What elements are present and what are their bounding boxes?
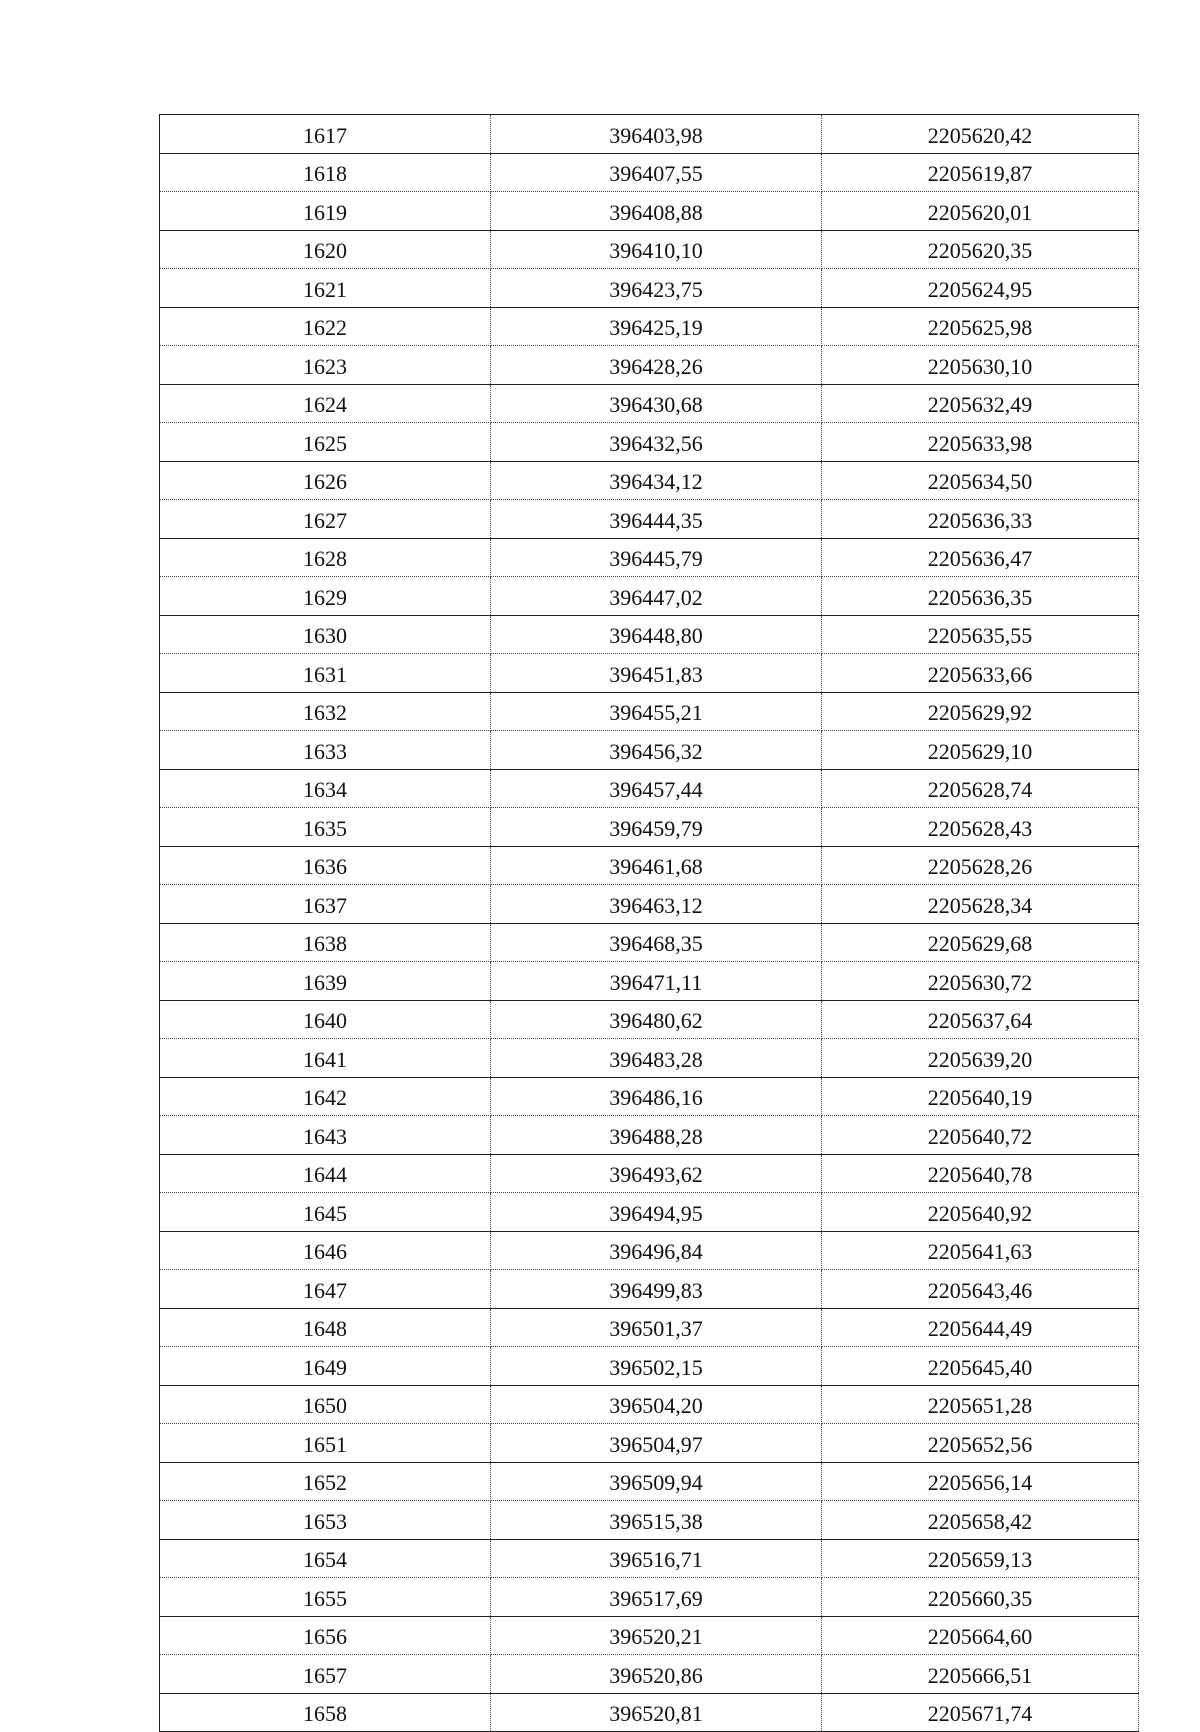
- y-coordinate-cell: 2205619,87: [822, 153, 1139, 192]
- x-coordinate-cell: 396425,19: [491, 307, 822, 346]
- y-coordinate-cell: 2205671,74: [822, 1693, 1139, 1732]
- table-row: [160, 115, 1139, 154]
- point-number-cell: 1649: [160, 1347, 491, 1386]
- y-coordinate-cell: 2205620,01: [822, 192, 1139, 231]
- x-coordinate-cell: 396502,15: [491, 1347, 822, 1386]
- table-row: [160, 1154, 1139, 1193]
- x-coordinate-cell: 396516,71: [491, 1539, 822, 1578]
- point-number-cell: 1618: [160, 153, 491, 192]
- point-number-cell: 1642: [160, 1077, 491, 1116]
- point-number-cell: 1625: [160, 423, 491, 462]
- x-coordinate-cell: 396432,56: [491, 423, 822, 462]
- x-coordinate-cell: 396493,62: [491, 1154, 822, 1193]
- point-number-cell: 1658: [160, 1693, 491, 1732]
- point-number-cell: 1650: [160, 1385, 491, 1424]
- point-number-cell: 1631: [160, 654, 491, 693]
- table-row: [160, 1039, 1139, 1078]
- point-number-cell: 1643: [160, 1116, 491, 1155]
- x-coordinate-cell: 396501,37: [491, 1308, 822, 1347]
- x-coordinate-cell: 396444,35: [491, 500, 822, 539]
- point-number-cell: 1624: [160, 384, 491, 423]
- x-coordinate-cell: 396468,35: [491, 923, 822, 962]
- point-number-cell: 1617: [160, 115, 491, 154]
- coordinates-table-body: [160, 115, 1139, 1732]
- point-number-cell: 1623: [160, 346, 491, 385]
- table-row: [160, 923, 1139, 962]
- y-coordinate-cell: 2205640,72: [822, 1116, 1139, 1155]
- x-coordinate-cell: 396488,28: [491, 1116, 822, 1155]
- point-number-cell: 1639: [160, 962, 491, 1001]
- point-number-cell: 1647: [160, 1270, 491, 1309]
- x-coordinate-cell: 396520,81: [491, 1693, 822, 1732]
- x-coordinate-cell: 396407,55: [491, 153, 822, 192]
- y-coordinate-cell: 2205652,56: [822, 1424, 1139, 1463]
- x-coordinate-cell: 396494,95: [491, 1193, 822, 1232]
- point-number-cell: 1651: [160, 1424, 491, 1463]
- point-number-cell: 1627: [160, 500, 491, 539]
- table-row: [160, 1462, 1139, 1501]
- x-coordinate-cell: 396445,79: [491, 538, 822, 577]
- point-number-cell: 1641: [160, 1039, 491, 1078]
- point-number-cell: 1645: [160, 1193, 491, 1232]
- point-number-cell: 1652: [160, 1462, 491, 1501]
- point-number-cell: 1657: [160, 1655, 491, 1694]
- point-number-cell: 1619: [160, 192, 491, 231]
- point-number-cell: 1653: [160, 1501, 491, 1540]
- x-coordinate-cell: 396504,97: [491, 1424, 822, 1463]
- y-coordinate-cell: 2205629,10: [822, 731, 1139, 770]
- x-coordinate-cell: 396447,02: [491, 577, 822, 616]
- y-coordinate-cell: 2205637,64: [822, 1000, 1139, 1039]
- y-coordinate-cell: 2205620,42: [822, 115, 1139, 154]
- table-row: [160, 423, 1139, 462]
- table-row: [160, 731, 1139, 770]
- x-coordinate-cell: 396515,38: [491, 1501, 822, 1540]
- table-row: [160, 1539, 1139, 1578]
- y-coordinate-cell: 2205639,20: [822, 1039, 1139, 1078]
- table-row: [160, 654, 1139, 693]
- y-coordinate-cell: 2205645,40: [822, 1347, 1139, 1386]
- y-coordinate-cell: 2205633,98: [822, 423, 1139, 462]
- y-coordinate-cell: 2205651,28: [822, 1385, 1139, 1424]
- point-number-cell: 1640: [160, 1000, 491, 1039]
- table-row: [160, 1655, 1139, 1694]
- point-number-cell: 1633: [160, 731, 491, 770]
- y-coordinate-cell: 2205629,68: [822, 923, 1139, 962]
- y-coordinate-cell: 2205641,63: [822, 1231, 1139, 1270]
- y-coordinate-cell: 2205629,92: [822, 692, 1139, 731]
- table-row: [160, 615, 1139, 654]
- point-number-cell: 1636: [160, 846, 491, 885]
- point-number-cell: 1620: [160, 230, 491, 269]
- x-coordinate-cell: 396509,94: [491, 1462, 822, 1501]
- x-coordinate-cell: 396499,83: [491, 1270, 822, 1309]
- table-row: [160, 269, 1139, 308]
- table-row: [160, 1347, 1139, 1386]
- y-coordinate-cell: 2205644,49: [822, 1308, 1139, 1347]
- y-coordinate-cell: 2205640,92: [822, 1193, 1139, 1232]
- y-coordinate-cell: 2205635,55: [822, 615, 1139, 654]
- point-number-cell: 1634: [160, 769, 491, 808]
- table-row: [160, 538, 1139, 577]
- table-row: [160, 1193, 1139, 1232]
- x-coordinate-cell: 396410,10: [491, 230, 822, 269]
- x-coordinate-cell: 396451,83: [491, 654, 822, 693]
- point-number-cell: 1628: [160, 538, 491, 577]
- point-number-cell: 1629: [160, 577, 491, 616]
- x-coordinate-cell: 396434,12: [491, 461, 822, 500]
- x-coordinate-cell: 396403,98: [491, 115, 822, 154]
- table-row: [160, 1077, 1139, 1116]
- x-coordinate-cell: 396408,88: [491, 192, 822, 231]
- y-coordinate-cell: 2205628,74: [822, 769, 1139, 808]
- y-coordinate-cell: 2205632,49: [822, 384, 1139, 423]
- point-number-cell: 1630: [160, 615, 491, 654]
- y-coordinate-cell: 2205664,60: [822, 1616, 1139, 1655]
- y-coordinate-cell: 2205656,14: [822, 1462, 1139, 1501]
- y-coordinate-cell: 2205620,35: [822, 230, 1139, 269]
- table-row: [160, 307, 1139, 346]
- x-coordinate-cell: 396456,32: [491, 731, 822, 770]
- x-coordinate-cell: 396520,21: [491, 1616, 822, 1655]
- table-row: [160, 1616, 1139, 1655]
- table-row: [160, 1578, 1139, 1617]
- point-number-cell: 1656: [160, 1616, 491, 1655]
- point-number-cell: 1638: [160, 923, 491, 962]
- table-row: [160, 461, 1139, 500]
- table-row: [160, 1308, 1139, 1347]
- table-row: [160, 808, 1139, 847]
- table-row: [160, 1231, 1139, 1270]
- point-number-cell: 1637: [160, 885, 491, 924]
- table-row: [160, 1270, 1139, 1309]
- x-coordinate-cell: 396504,20: [491, 1385, 822, 1424]
- x-coordinate-cell: 396428,26: [491, 346, 822, 385]
- x-coordinate-cell: 396496,84: [491, 1231, 822, 1270]
- table-row: [160, 846, 1139, 885]
- y-coordinate-cell: 2205659,13: [822, 1539, 1139, 1578]
- point-number-cell: 1644: [160, 1154, 491, 1193]
- point-number-cell: 1655: [160, 1578, 491, 1617]
- x-coordinate-cell: 396486,16: [491, 1077, 822, 1116]
- x-coordinate-cell: 396459,79: [491, 808, 822, 847]
- y-coordinate-cell: 2205640,19: [822, 1077, 1139, 1116]
- table-row: [160, 230, 1139, 269]
- y-coordinate-cell: 2205634,50: [822, 461, 1139, 500]
- y-coordinate-cell: 2205660,35: [822, 1578, 1139, 1617]
- x-coordinate-cell: 396517,69: [491, 1578, 822, 1617]
- table-row: [160, 577, 1139, 616]
- point-number-cell: 1646: [160, 1231, 491, 1270]
- coordinates-table: [159, 114, 1139, 1732]
- y-coordinate-cell: 2205628,34: [822, 885, 1139, 924]
- x-coordinate-cell: 396463,12: [491, 885, 822, 924]
- table-row: [160, 500, 1139, 539]
- table-row: [160, 192, 1139, 231]
- x-coordinate-cell: 396448,80: [491, 615, 822, 654]
- y-coordinate-cell: 2205640,78: [822, 1154, 1139, 1193]
- y-coordinate-cell: 2205643,46: [822, 1270, 1139, 1309]
- table-row: [160, 769, 1139, 808]
- x-coordinate-cell: 396423,75: [491, 269, 822, 308]
- y-coordinate-cell: 2205630,72: [822, 962, 1139, 1001]
- table-row: [160, 1501, 1139, 1540]
- table-row: [160, 153, 1139, 192]
- point-number-cell: 1648: [160, 1308, 491, 1347]
- y-coordinate-cell: 2205658,42: [822, 1501, 1139, 1540]
- x-coordinate-cell: 396430,68: [491, 384, 822, 423]
- point-number-cell: 1632: [160, 692, 491, 731]
- x-coordinate-cell: 396457,44: [491, 769, 822, 808]
- x-coordinate-cell: 396483,28: [491, 1039, 822, 1078]
- x-coordinate-cell: 396520,86: [491, 1655, 822, 1694]
- x-coordinate-cell: 396480,62: [491, 1000, 822, 1039]
- table-row: [160, 346, 1139, 385]
- table-row: [160, 1000, 1139, 1039]
- y-coordinate-cell: 2205628,43: [822, 808, 1139, 847]
- table-row: [160, 384, 1139, 423]
- y-coordinate-cell: 2205625,98: [822, 307, 1139, 346]
- y-coordinate-cell: 2205636,47: [822, 538, 1139, 577]
- table-row: [160, 692, 1139, 731]
- y-coordinate-cell: 2205636,35: [822, 577, 1139, 616]
- point-number-cell: 1621: [160, 269, 491, 308]
- x-coordinate-cell: 396461,68: [491, 846, 822, 885]
- table-row: [160, 885, 1139, 924]
- point-number-cell: 1626: [160, 461, 491, 500]
- x-coordinate-cell: 396455,21: [491, 692, 822, 731]
- table-row: [160, 1693, 1139, 1732]
- table-row: [160, 962, 1139, 1001]
- table-row: [160, 1424, 1139, 1463]
- y-coordinate-cell: 2205628,26: [822, 846, 1139, 885]
- point-number-cell: 1635: [160, 808, 491, 847]
- y-coordinate-cell: 2205630,10: [822, 346, 1139, 385]
- y-coordinate-cell: 2205636,33: [822, 500, 1139, 539]
- y-coordinate-cell: 2205666,51: [822, 1655, 1139, 1694]
- point-number-cell: 1622: [160, 307, 491, 346]
- y-coordinate-cell: 2205624,95: [822, 269, 1139, 308]
- point-number-cell: 1654: [160, 1539, 491, 1578]
- x-coordinate-cell: 396471,11: [491, 962, 822, 1001]
- table-row: [160, 1385, 1139, 1424]
- y-coordinate-cell: 2205633,66: [822, 654, 1139, 693]
- table-row: [160, 1116, 1139, 1155]
